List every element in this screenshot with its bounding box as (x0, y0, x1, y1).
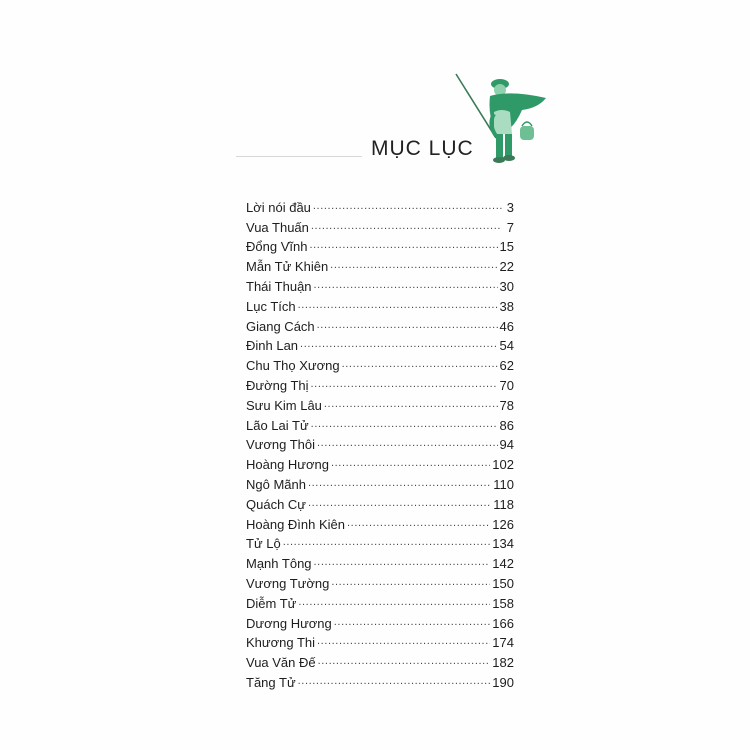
toc-leader-dots (314, 280, 498, 291)
toc-entry (246, 195, 514, 215)
toc-entry-page: 182 (492, 655, 514, 671)
toc-entry (246, 314, 514, 334)
toc-entry-title: Khương Thi (246, 635, 316, 651)
toc-entry (246, 334, 514, 354)
toc-entry-page: 30 (499, 278, 514, 294)
toc-entry-title: Tử Lộ (246, 536, 281, 552)
toc-leader-dots (311, 221, 502, 232)
toc-entry-title: Lão Lai Tử (246, 417, 309, 433)
toc-leader-dots (309, 240, 497, 251)
toc-leader-dots (331, 577, 490, 588)
toc-entry-page: 150 (492, 575, 514, 591)
toc-leader-dots (317, 438, 498, 449)
toc-entry-page: 126 (492, 516, 514, 532)
toc-entry-page: 15 (499, 239, 514, 255)
toc-entry-title: Lời nói đầu (246, 199, 311, 215)
toc-entry (246, 512, 514, 532)
toc-leader-dots (311, 379, 498, 390)
toc-entry-page: 190 (492, 674, 514, 690)
toc-entry-title: Dương Hương (246, 615, 332, 631)
toc-entry-page: 70 (499, 377, 514, 393)
page-title: MỤC LỤC (371, 137, 474, 160)
table-of-contents (246, 195, 514, 690)
title-rule (236, 156, 362, 157)
toc-entry-page: 134 (492, 536, 514, 552)
toc-entry-title: Vua Văn Đế (246, 655, 316, 671)
toc-entry-title: Diễm Tử (246, 595, 297, 611)
toc-leader-dots (314, 557, 491, 568)
toc-leader-dots (311, 419, 498, 430)
toc-entry (246, 215, 514, 235)
toc-entry (246, 433, 514, 453)
toc-entry-title: Quách Cự (246, 496, 307, 512)
toc-entry-page: 118 (493, 496, 514, 512)
toc-entry-title: Đường Thị (246, 377, 309, 393)
toc-leader-dots (324, 399, 498, 410)
toc-entry (246, 591, 514, 611)
toc-entry-title: Hoàng Hương (246, 457, 329, 473)
toc-entry (246, 274, 514, 294)
toc-entry-page: 62 (499, 358, 514, 374)
toc-entry-page: 78 (499, 397, 514, 413)
toc-leader-dots (298, 300, 498, 311)
toc-entry-title: Vương Thôi (246, 437, 316, 453)
toc-leader-dots (308, 478, 491, 489)
toc-leader-dots (318, 656, 491, 667)
toc-entry (246, 373, 514, 393)
toc-entry (246, 631, 514, 651)
toc-entry (246, 393, 514, 413)
toc-entry (246, 413, 514, 433)
toc-leader-dots (342, 359, 498, 370)
toc-entry-page: 86 (499, 417, 514, 433)
toc-leader-dots (298, 597, 490, 608)
toc-entry-title: Thái Thuận (246, 278, 312, 294)
toc-entry-title: Mạnh Tông (246, 556, 312, 572)
toc-entry-page: 166 (492, 615, 514, 631)
toc-entry (246, 235, 514, 255)
toc-leader-dots (317, 320, 498, 331)
toc-entry-title: Vương Tường (246, 575, 330, 591)
toc-entry (246, 650, 514, 670)
toc-entry-page: 94 (499, 437, 514, 453)
toc-entry-title: Chu Thọ Xương (246, 358, 340, 374)
toc-entry (246, 670, 514, 690)
toc-entry-title: Tăng Tử (246, 674, 296, 690)
toc-entry (246, 472, 514, 492)
toc-entry-page: 3 (506, 199, 514, 215)
toc-entry-page: 158 (492, 595, 514, 611)
toc-entry-title: Mẫn Tử Khiên (246, 259, 329, 275)
toc-entry (246, 452, 514, 472)
toc-leader-dots (308, 498, 491, 509)
toc-entry-title: Hoàng Đình Kiên (246, 516, 346, 532)
toc-leader-dots (298, 676, 491, 687)
toc-entry-page: 54 (499, 338, 514, 354)
toc-entry (246, 254, 514, 274)
toc-entry-title: Sưu Kim Lâu (246, 397, 322, 413)
toc-entry (246, 611, 514, 631)
toc-entry-title: Lục Tích (246, 298, 296, 314)
toc-entry-page: 174 (492, 635, 514, 651)
toc-leader-dots (313, 201, 502, 212)
toc-entry (246, 551, 514, 571)
toc-entry (246, 294, 514, 314)
toc-entry (246, 353, 514, 373)
toc-entry-page: 22 (499, 259, 514, 275)
toc-leader-dots (347, 518, 490, 529)
toc-entry-title: Giang Cách (246, 318, 315, 334)
toc-leader-dots (331, 458, 490, 469)
toc-leader-dots (300, 339, 497, 350)
toc-entry-page: 110 (493, 476, 514, 492)
toc-entry-title: Đổng Vĩnh (246, 239, 308, 255)
toc-entry-title: Đinh Lan (246, 338, 299, 354)
toc-entry-page: 102 (492, 457, 514, 473)
toc-entry-page: 142 (492, 556, 514, 572)
toc-entry (246, 532, 514, 552)
toc-leader-dots (334, 617, 491, 628)
toc-leader-dots (283, 537, 491, 548)
toc-entry-page: 46 (499, 318, 514, 334)
toc-leader-dots (330, 260, 497, 271)
toc-entry-page: 7 (506, 219, 514, 235)
toc-entry-title: Vua Thuấn (246, 219, 309, 235)
fisherman-illustration-icon (450, 68, 560, 180)
toc-entry-title: Ngô Mãnh (246, 476, 306, 492)
toc-leader-dots (317, 636, 490, 647)
toc-entry (246, 492, 514, 512)
toc-entry (246, 571, 514, 591)
toc-entry-page: 38 (499, 298, 514, 314)
